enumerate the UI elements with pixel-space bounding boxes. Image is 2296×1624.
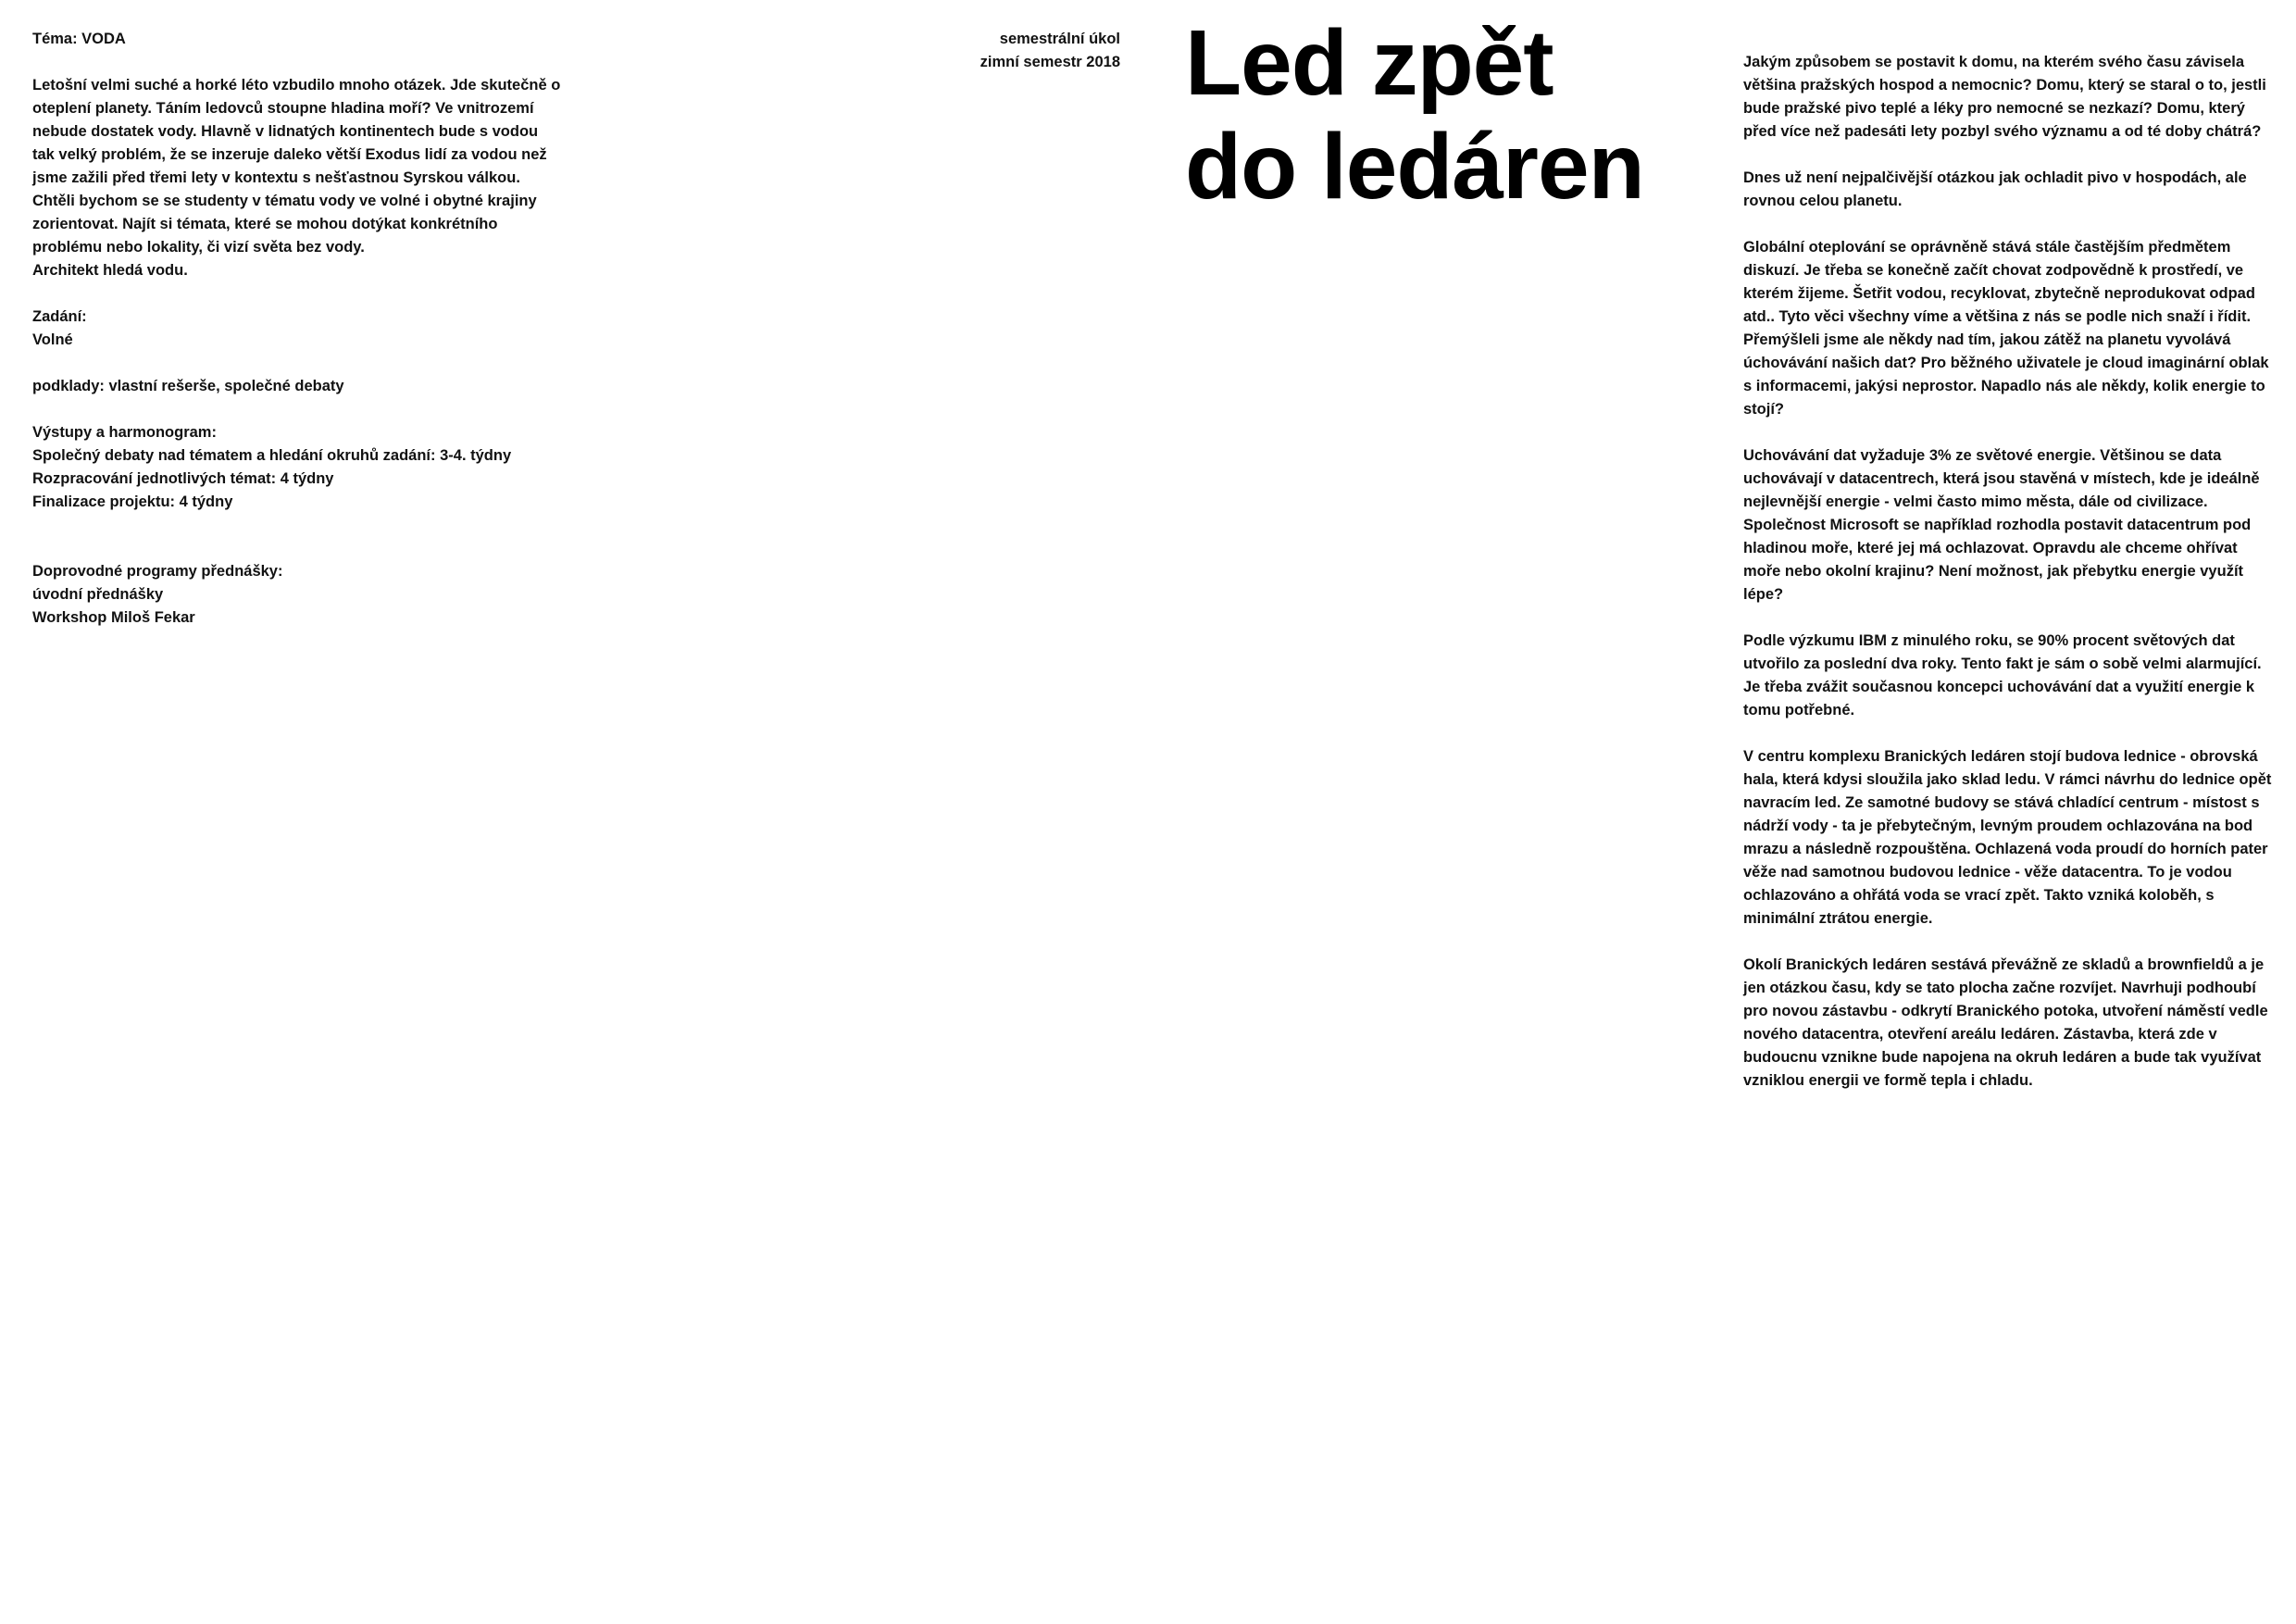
description-paragraph: Jakým způsobem se postavit k domu, na kterém svého času závisela většina pražských hospod a nemocnic? Domu, který se staral o to, jestli bude pražské pivo teplé a léky pro nemocné se nezkazí? Domu, který před více než padesáti lety pozbyl svého významu a od té doby chátrá? <box>1743 54 2266 140</box>
sources-paragraph: podklady: vlastní rešerše, společné debaty <box>32 378 344 394</box>
description-paragraph: Uchovávání dat vyžaduje 3% ze světové energie. Většinou se data uchovávají v datacentrech, která jsou stavěná v místech, kde je ideálně nejlevnější energie - velmi často mimo města, dále od civilizace. Společnost Microsoft se například rozhodla postavit datacentrum pod hladinou moře, které jej má ochlazovat. Opravdu ale chceme ohřívat moře nebo okolní krajinu? Není možnost, jak přebytku energie využít lépe? <box>1743 447 2260 603</box>
description-paragraph: Dnes už není nejpalčivější otázkou jak ochladit pivo v hospodách, ale rovnou celou planetu. <box>1743 169 2247 209</box>
semester-term-label: zimní semestr 2018 <box>980 54 1120 70</box>
project-description <box>1743 51 2273 1116</box>
assignment-paragraph: Zadání: Volné <box>32 308 87 348</box>
page-title <box>1185 11 1703 219</box>
title-line-1: Led zpět <box>1185 11 1554 115</box>
topic-label: Téma: VODA <box>32 31 126 47</box>
description-paragraph: Globální oteplování se oprávněně stává stále častějším předmětem diskuzí. Je třeba se konečně začít chovat zodpovědně k prostředí, ve kterém žijeme. Šetřit vodou, recyklovat, zbytečně neprodukovat odpad atd.. Tyto věci všechny víme a většina z nás se podle nich snaží i řídit. Přemýšleli jsme ale někdy nad tím, jakou zátěž na planetu vyvolává úchovávání našich dat? Pro běžného uživatele je cloud imaginární oblak s informacemi, jakýsi neprostor. Napadlo nás ale někdy, kolik energie to stojí? <box>1743 239 2269 418</box>
semester-info <box>852 28 1120 74</box>
accompanying-programs: Doprovodné programy přednášky: úvodní přednášky Workshop Miloš Fekar <box>32 563 283 626</box>
assignment-column <box>32 28 562 653</box>
title-line-2: do ledáren <box>1185 115 1644 219</box>
outputs-schedule: Výstupy a harmonogram: Společný debaty nad tématem a hledání okruhů zadání: 3-4. týdny Rozpracování jednotlivých témat: 4 týdny Finalizace projektu: 4 týdny <box>32 424 512 510</box>
intro-paragraph: Letošní velmi suché a horké léto vzbudilo mnoho otázek. Jde skutečně o oteplení planety. Táním ledovců stoupne hladina moří? Ve vnitrozemí nebude dostatek vody. Hlavně v lidnatých kontinentech bude s vodou tak velký problém, že se inzeruje daleko větší Exodus lidí za vodou než jsme zažili před třemi lety v kontextu s nešťastnou Syrskou válkou. Chtěli bychom se se studenty v tématu vody ve volné i obytné krajiny zorientovat. Najít si témata, které se mohou dotýkat konkrétního problému nebo lokality, či vizí světa bez vody. Architekt hledá vodu. <box>32 77 561 279</box>
description-paragraph: Okolí Branických ledáren sestává převážně ze skladů a brownfieldů a je jen otázkou času, kdy se tato plocha začne rozvíjet. Navrhuji podhoubí pro novou zástavbu - odkrytí Branického potoka, utvoření náměstí vedle nového datacentra, otevření areálu ledáren. Zástavba, která zde v budoucnu vznikne bude napojena na okruh ledáren a bude tak využívat vzniklou energii ve formě tepla i chladu. <box>1743 956 2268 1089</box>
description-paragraph: V centru komplexu Branických ledáren stojí budova lednice - obrovská hala, která kdysi sloužila jako sklad ledu. V rámci návrhu do lednice opět navracím led. Ze samotné budovy se stává chladící centrum - místost s nádrží vody - ta je přebytečným, levným proudem ochlazována na bod mrazu a následně rozpouštěna. Ochlazená voda proudí do horních pater věže nad samotnou budovou lednice - věže datacentra. To je vodou ochlazováno a ohřátá voda se vrací zpět. Takto vzniká koloběh, s minimální ztrátou energie. <box>1743 748 2272 927</box>
semester-task-label: semestrální úkol <box>999 31 1120 47</box>
description-paragraph: Podle výzkumu IBM z minulého roku, se 90% procent světových dat utvořilo za poslední dva roky. Tento fakt je sám o sobě velmi alarmující. Je třeba zvážit současnou koncepci uchovávání dat a využití energie k tomu potřebné. <box>1743 632 2262 718</box>
